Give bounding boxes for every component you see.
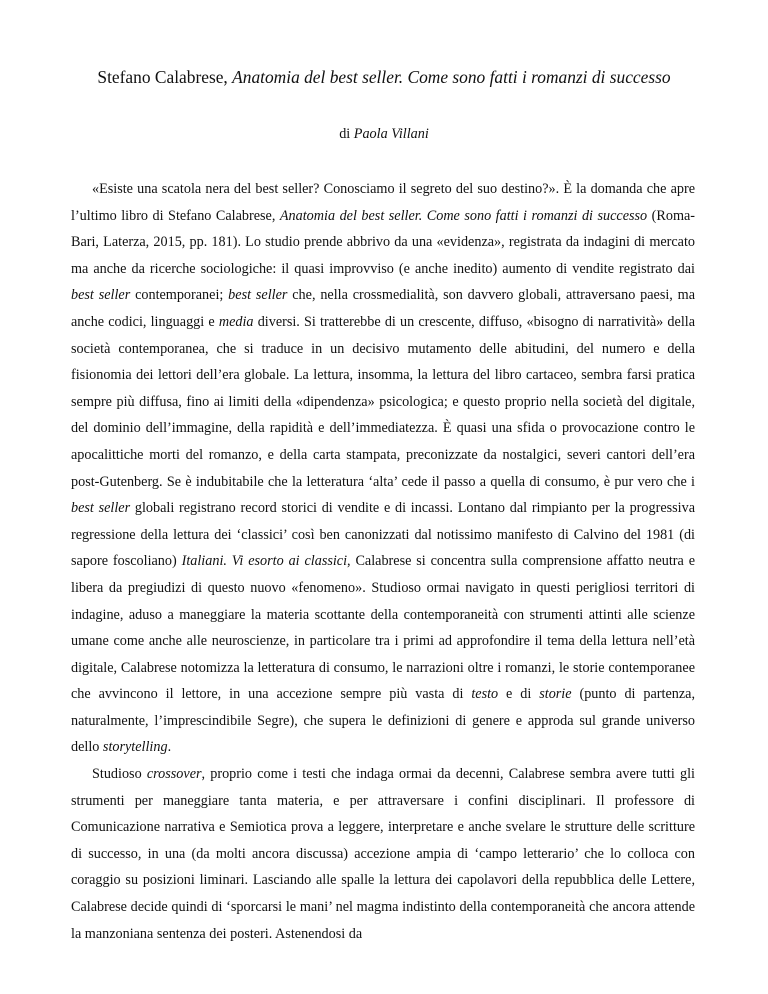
byline-prefix: di <box>339 126 354 142</box>
text-run: . <box>167 739 172 756</box>
text-run: , Calabrese si concentra sulla comprensione affatto neutra e libera da pregiudizi di questo nuovo «fenomeno». Studioso ormai navigato in questi perigliosi territori di indagine, aduso a maneggiare la materia scottante della contemporaneità con strumenti attinti alle scienze umane come anche alle neuroscienze, in particolare tra i primi ad approfondire il tema della lettura nell’età digitale, Calabrese notomizza la letteratura di consumo, le narrazioni oltre i romanzi, le storie contemporanee che avvincono il lettore, in una accezione sempre più vasta di <box>71 553 696 703</box>
byline <box>0 125 768 143</box>
italic-run: Italiani. Vi esorto ai classici <box>181 553 348 570</box>
italic-run: best seller <box>228 287 288 304</box>
title-author: Stefano Calabrese, <box>97 67 233 87</box>
paragraph-2 <box>71 761 695 947</box>
text-run: «Esiste una scatola nera del best seller? Conosciamo il segreto del suo destino?». È la domanda che apre l’ultimo libro di Stefano Calabrese, <box>71 181 695 224</box>
text-run: globali registrano record storici di vendite e di incassi. Lontano dal rimpianto per la progressiva regressione della lettura dei ‘classici’ così ben canonizzati dal notissimo manifesto di Calvino del 1981 (di sapore foscoliano) <box>71 500 695 570</box>
text-run: e di <box>498 686 540 703</box>
italic-run: storytelling <box>102 739 168 756</box>
text-run: (Roma-Bari, Laterza, 2015, pp. 181). Lo studio prende abbrivo da una «evidenza», registrata da indagini di mercato ma anche da ricerche sociologiche: il quasi improvviso (e anche inedito) aumento di vendite registrato dai <box>71 207 695 277</box>
text-run: contemporanei; <box>130 287 229 304</box>
byline-author: Paola Villani <box>353 126 429 142</box>
text-run: , proprio come i testi che indaga ormai da decenni, Calabrese sembra avere tutti gli strumenti per maneggiare tanta materia, e per attraversare i confini disciplinari. Il professore di Comunicazione narrativa e Semiotica prova a leggere, interpretare e anche svelare le strutture delle scritture di successo, in una (da molti ancora discussa) accezione ampia di ‘campo letterario’ che lo colloca con coraggio su posizioni liminari. Lasciando alle spalle la lettura dei capolavori della repubblica delle Lettere, Calabrese decide quindi di ‘sporcarsi le mani’ nel magma indistinto della contemporaneità che ancora attende la manzoniana sentenza dei posteri. Astenendosi da <box>71 766 695 942</box>
italic-run: Anatomia del best seller. Come sono fatti i romanzi di successo <box>279 207 648 224</box>
article-title <box>0 66 768 88</box>
article-body <box>71 176 695 947</box>
text-run: Studioso <box>92 766 147 783</box>
text-run: (punto di partenza, naturalmente, l’imprescindibile Segre), che supera le definizioni di genere e approda sul grande universo dello <box>71 686 695 756</box>
text-run: che, nella crossmedialità, son davvero globali, attraversano paesi, ma anche codici, linguaggi e <box>71 287 696 330</box>
title-book: Anatomia del best seller. Come sono fatti i romanzi di successo <box>232 67 671 87</box>
italic-run: media <box>218 313 254 330</box>
paragraph-1 <box>71 176 695 761</box>
italic-run: testo <box>471 686 499 703</box>
italic-run: best seller <box>71 287 131 304</box>
italic-run: storie <box>539 686 572 703</box>
text-run: diversi. Si tratterebbe di un crescente, diffuso, «bisogno di narratività» della società contemporanea, che si traduce in un decisivo mutamento delle abitudini, del numero e della fisionomia dei lettori dell’era globale. La lettura, insomma, la lettura del libro cartaceo, sembra farsi pratica sempre più diffusa, fino ai limiti della «dipendenza» psicologica; e questo proprio nella società del digitale, del dominio dell’immagine, della rapidità e dell’immediatezza. È quasi una sfida o provocazione contro le apocalittiche morti del romanzo, e della carta stampata, preconizzate da nostalgici, severi cantori dell’era post-Gutenberg. Se è indubitabile che la letteratura ‘alta’ cede il passo a quella di consumo, è pur vero che i <box>71 313 696 490</box>
italic-run: crossover <box>146 766 202 783</box>
italic-run: best seller <box>71 500 131 517</box>
